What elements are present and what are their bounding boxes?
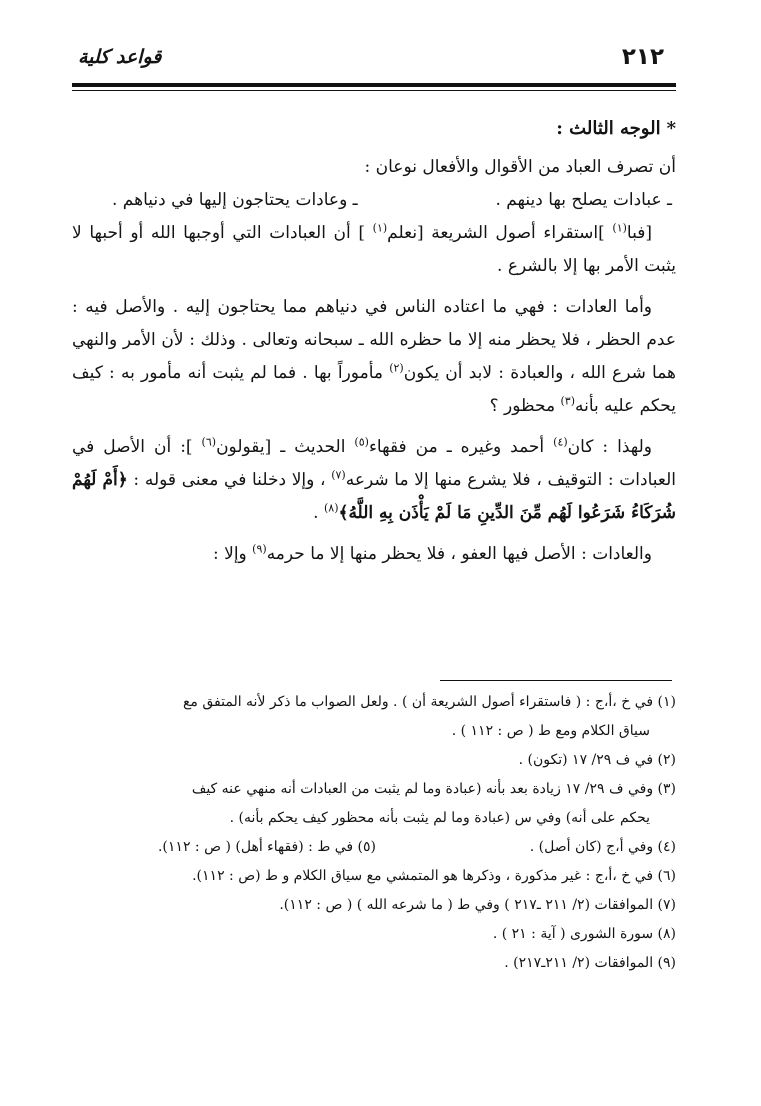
footnote-6: (٦) في خ ،أ،ج : غير مذكورة ، وذكرها هو المتمشي مع سياق الكلام و ط (ص : ١١٢).	[192, 868, 676, 884]
paragraph-tawqif: ولهذا : كان$^{(٤)}$ أحمد وغيره ـ من فقهاء$^{(٥)}$ الحديث ـ [يقولون$^{(٦)}$ ]: أن الأصل في العبادات : التوقيف ، فلا يشرع منها إلا ما شرعه$^{(٧)}$ ، وإلا دخلنا في معنى قوله : ﴿أَمْ لَهُمْ شُرَكَاءُ شَرَعُوا لَهُم مِّنَ الدِّينِ مَا لَمْ يَأْذَن بِهِ اللَّهُ﴾$^{(٨)}$ .	[72, 435, 676, 523]
footnote-8: (٨) سورة الشورى ( آية : ٢١ ) .	[492, 926, 676, 942]
footnote-4: (٤) وفي أ،ج (كان أصل) .	[529, 839, 676, 855]
quran-verse: ﴿أَمْ لَهُمْ شُرَكَاءُ شَرَعُوا لَهُم مِّنَ الدِّينِ مَا لَمْ يَأْذَن بِهِ اللَّهُ﴾	[72, 470, 676, 523]
type-customs: ـ وعادات يحتاجون إليها في دنياهم .	[112, 190, 358, 210]
main-text	[72, 108, 676, 571]
paragraph-induction: [فبا$^{(١)}$ ]استقراء أصول الشريعة [نعلم$^{(١)}$ ] أن العبادات التي أوجبها الله أو أحبها لا يثبت الأمر بها إلا بالشرع .	[72, 221, 676, 276]
footnote-4-5	[72, 833, 676, 862]
footnote-9: (٩) الموافقات (٢/ ٢١١ـ٢١٧) .	[504, 955, 676, 971]
footnote-2: (٢) في ف ٢٩/ ١٧ (تكون) .	[518, 752, 676, 768]
footnote-ref: (٤)	[553, 435, 568, 449]
footnote-1: (١) في خ ،أ،ج : ( فاستقراء أصول الشريعة أن ) . ولعل الصواب ما ذكر لأنه المتفق مع	[182, 694, 676, 710]
footnote-3-cont: يحكم على أنه) وفي س (عبادة وما لم يثبت بأنه محظور كيف يحكم بأنه) .	[229, 810, 650, 826]
footnote-ref: (١)	[372, 221, 388, 235]
header-rule-thin	[72, 90, 676, 91]
paragraph-customs: وأما العادات : فهي ما اعتاده الناس في دنياهم مما يحتاجون إليه . والأصل فيه : عدم الحظر ، فلا يحظر منه إلا ما حظره الله ـ سبحانه وتعالى . وذلك : لأن الأمر والنهي هما شرع الله ، والعبادة : لابد أن يكون$^{(٢)}$ مأموراً بها . فما لم يثبت أنه مأمور به : كيف يحكم عليه بأنه$^{(٣)}$ محظور ؟	[72, 297, 676, 416]
paragraph-two-types	[72, 184, 676, 217]
footnote-ref: (٥)	[354, 435, 369, 449]
footnote-ref: (٧)	[331, 468, 346, 482]
paragraph-intro: أن تصرف العباد من الأقوال والأفعال نوعان :	[364, 157, 676, 177]
section-heading: *الوجه الثالث :	[556, 118, 676, 139]
footnote-ref: (٨)	[323, 501, 339, 515]
footnote-ref: (٣)	[560, 394, 575, 408]
page-number: ٢١٢	[621, 44, 664, 70]
type-worship: ـ عبادات يصلح بها دينهم .	[495, 190, 672, 210]
footnote-7: (٧) الموافقات (٢/ ٢١١ ـ٢١٧ ) وفي ط ( ما شرعه الله ) ( ص : ١١٢).	[279, 897, 676, 913]
heading-bullet: *	[666, 118, 676, 139]
footnote-ref: (٦)	[201, 435, 217, 449]
footnote-ref: (٩)	[252, 542, 267, 556]
footnotes	[72, 688, 676, 978]
paragraph-customs-pardon: والعادات : الأصل فيها العفو ، فلا يحظر منها إلا ما حرمه$^{(٩)}$ وإلا :	[213, 542, 652, 564]
running-title: قواعد كلية	[78, 46, 162, 68]
page-header	[72, 40, 676, 82]
footnote-5: (٥) في ط : (فقهاء أهل) ( ص : ١١٢).	[157, 839, 376, 855]
footnote-separator	[440, 680, 672, 681]
footnote-ref: (١)	[612, 221, 627, 235]
footnote-ref: (٢)	[389, 361, 404, 375]
footnote-1-cont: سياق الكلام ومع ط ( ص : ١١٢ ) .	[451, 723, 650, 739]
header-rule-thick	[72, 83, 676, 87]
footnote-3: (٣) وفي ف ٢٩/ ١٧ زيادة بعد بأنه (عبادة وما لم يثبت من العبادات أنه منهي عنه كيف	[191, 781, 676, 797]
